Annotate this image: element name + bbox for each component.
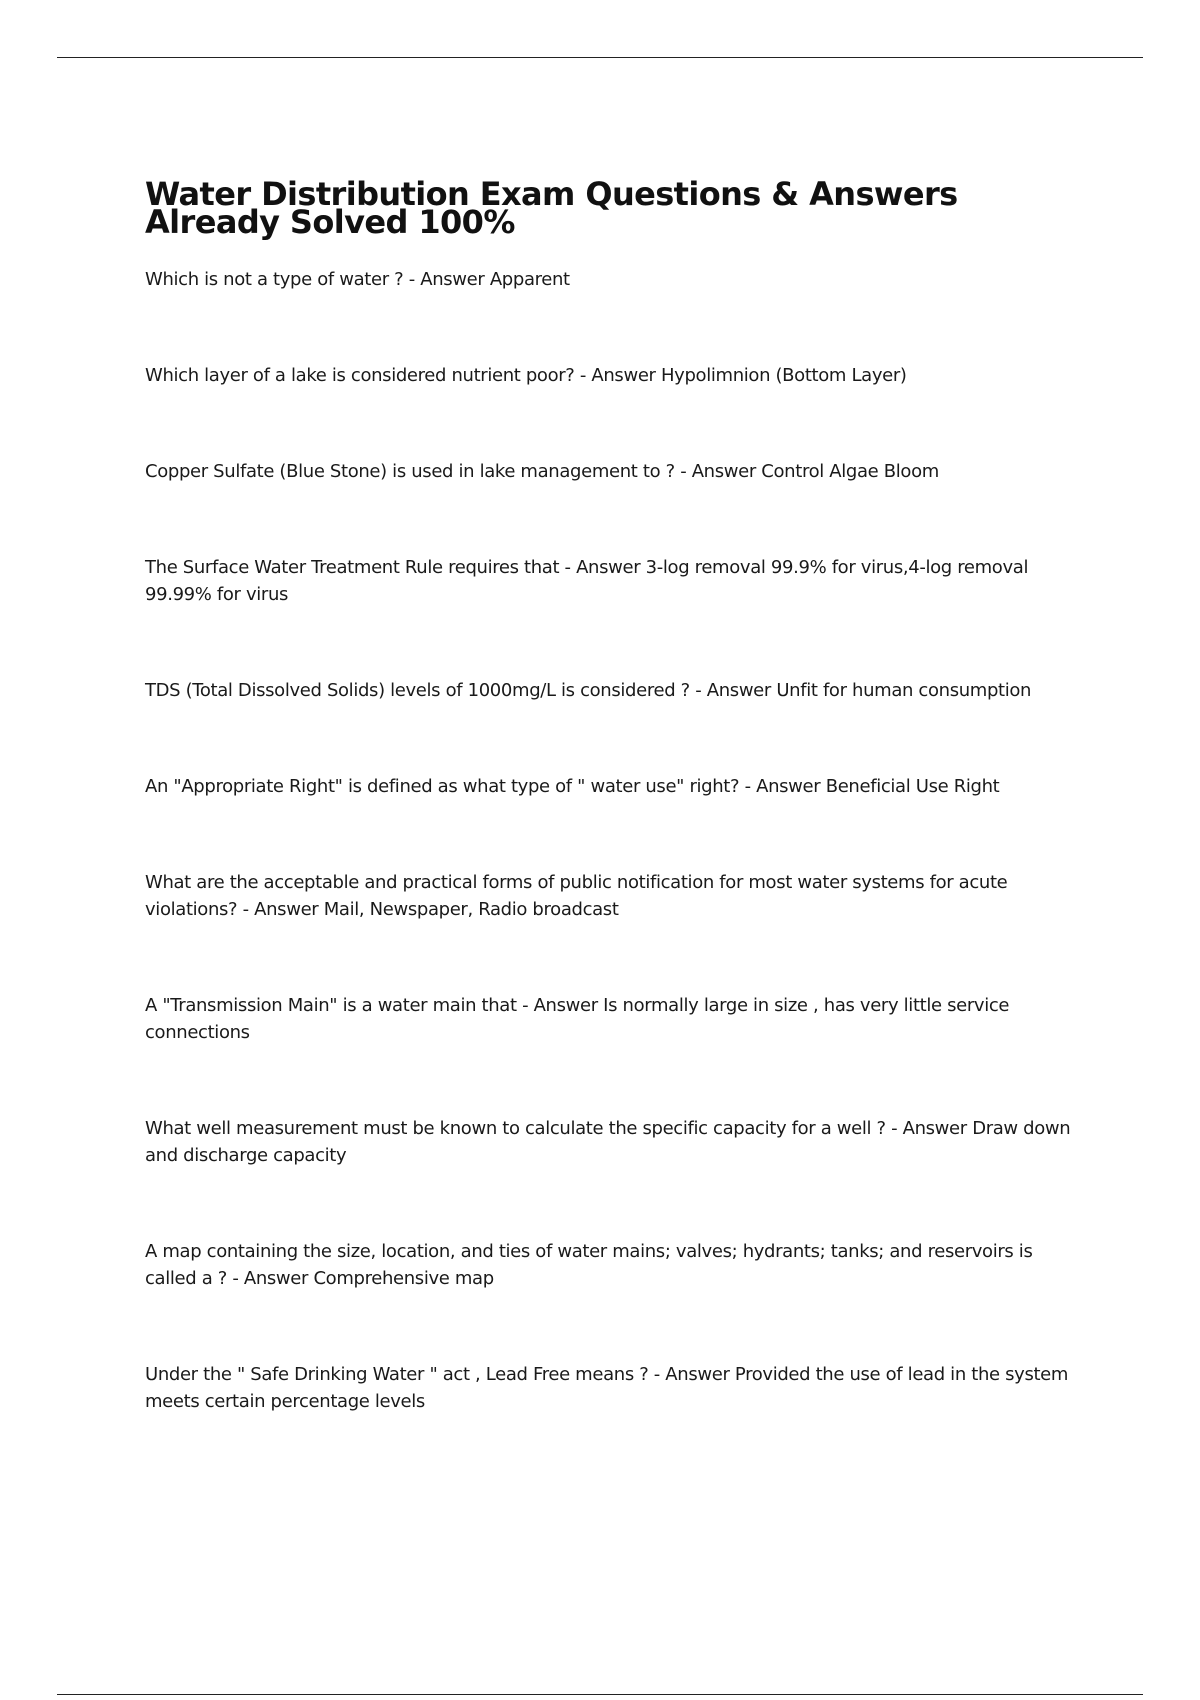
answer-text: Apparent (489, 269, 570, 290)
document-title: Water Distribution Exam Questions & Answers Already Solved 100% (145, 175, 958, 241)
question-text: An "Appropriate Right" is defined as what type of " water use" right? (145, 776, 740, 797)
answer-separator: - Answer (674, 461, 762, 482)
answer-separator: - Answer (739, 776, 826, 797)
answer-text: Is normally large in size , has very little service connections (145, 995, 1010, 1043)
question-text: What well measurement must be known to calculate the specific capacity for a well ? (145, 1118, 886, 1139)
qa-list (145, 266, 1075, 1415)
answer-separator: - Answer (226, 1268, 314, 1289)
qa-item (145, 362, 1075, 389)
answer-text: Beneficial Use Right (825, 776, 1000, 797)
answer-separator: - Answer (403, 269, 490, 290)
answer-text: Draw down and discharge capacity (145, 1118, 1071, 1166)
qa-item (145, 1115, 1075, 1169)
document-body (145, 175, 1075, 1484)
qa-item (145, 677, 1075, 704)
question-text: A "Transmission Main" is a water main that (145, 995, 517, 1016)
answer-text: 3-log removal 99.9% for virus,4-log removal 99.99% for virus (145, 557, 1029, 605)
answer-separator: - Answer (689, 680, 777, 701)
qa-item (145, 266, 1075, 293)
question-text: Which layer of a lake is considered nutrient poor? (145, 365, 575, 386)
answer-text: Comprehensive map (313, 1268, 494, 1289)
question-text: TDS (Total Dissolved Solids) levels of 1000mg/L is considered ? (145, 680, 690, 701)
question-text: Which is not a type of water ? (145, 269, 404, 290)
answer-text: Provided the use of lead in the system meets certain percentage levels (145, 1364, 1069, 1412)
answer-separator: - Answer (648, 1364, 735, 1385)
bottom-rule (57, 1694, 1143, 1695)
question-text: Under the " Safe Drinking Water " act , Lead Free means ? (145, 1364, 649, 1385)
qa-item (145, 1238, 1075, 1292)
qa-item (145, 992, 1075, 1046)
answer-separator: - Answer (885, 1118, 973, 1139)
qa-item (145, 554, 1075, 608)
answer-separator: - Answer (237, 899, 324, 920)
qa-item (145, 869, 1075, 923)
question-text: What are the acceptable and practical forms of public notification for most water systems for acute violations? (145, 872, 1008, 920)
answer-separator: - Answer (516, 995, 604, 1016)
qa-item (145, 773, 1075, 800)
top-rule (57, 57, 1143, 58)
answer-separator: - Answer (574, 365, 661, 386)
answer-separator: - Answer (559, 557, 646, 578)
qa-item (145, 1361, 1075, 1415)
answer-text: Control Algae Bloom (761, 461, 939, 482)
qa-item (145, 458, 1075, 485)
answer-text: Mail, Newspaper, Radio broadcast (323, 899, 619, 920)
question-text: Copper Sulfate (Blue Stone) is used in lake management to ? (145, 461, 675, 482)
question-text: A map containing the size, location, and ties of water mains; valves; hydrants; tanks; and reservoirs is called a ? (145, 1241, 1033, 1289)
answer-text: Unfit for human consumption (776, 680, 1032, 701)
answer-text: Hypolimnion (Bottom Layer) (660, 365, 907, 386)
question-text: The Surface Water Treatment Rule requires that (145, 557, 560, 578)
